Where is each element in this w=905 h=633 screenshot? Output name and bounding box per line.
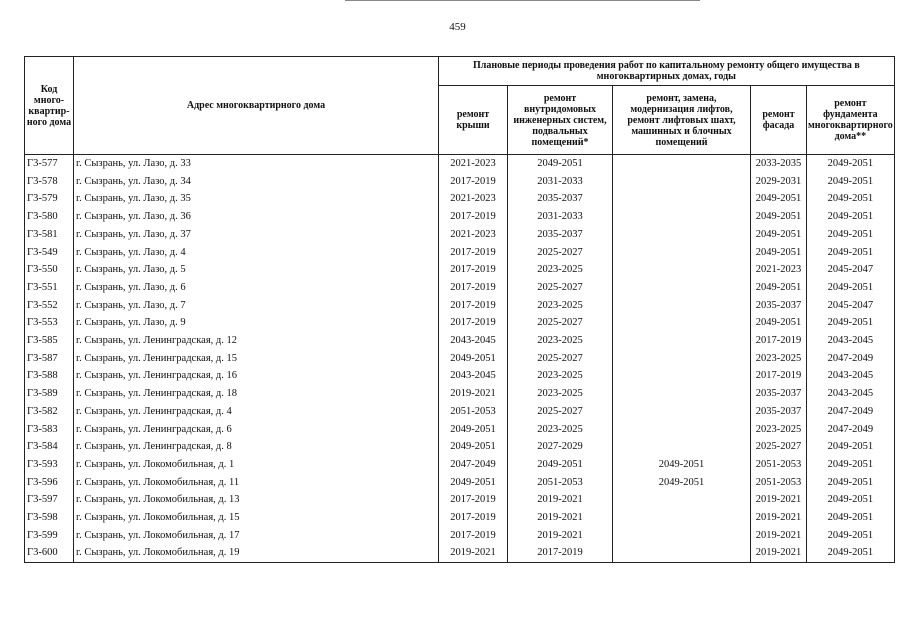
cell-code: Г3-583	[25, 421, 74, 439]
table-row	[25, 208, 895, 226]
cell-foundation: 2049-2051	[807, 544, 895, 562]
table-row	[25, 297, 895, 315]
cell-code: Г3-585	[25, 332, 74, 350]
table-row	[25, 509, 895, 527]
cell-code: Г3-553	[25, 314, 74, 332]
table-row	[25, 438, 895, 456]
cell-systems: 2023-2025	[508, 332, 613, 350]
cell-lifts	[613, 279, 751, 297]
cell-facade: 2049-2051	[751, 208, 807, 226]
cell-address: г. Сызрань, ул. Локомобильная, д. 11	[74, 474, 439, 492]
cell-foundation: 2043-2045	[807, 385, 895, 403]
cell-address: г. Сызрань, ул. Лазо, д. 33	[74, 155, 439, 173]
cell-code: Г3-582	[25, 403, 74, 421]
cell-address: г. Сызрань, ул. Лазо, д. 34	[74, 173, 439, 191]
cell-roof: 2017-2019	[439, 509, 508, 527]
cell-facade: 2049-2051	[751, 226, 807, 244]
cell-facade: 2023-2025	[751, 350, 807, 368]
cell-roof: 2051-2053	[439, 403, 508, 421]
cell-code: Г3-580	[25, 208, 74, 226]
cell-code: Г3-593	[25, 456, 74, 474]
table-row	[25, 456, 895, 474]
cell-address: г. Сызрань, ул. Ленинградская, д. 6	[74, 421, 439, 439]
cell-lifts: 2049-2051	[613, 474, 751, 492]
cell-foundation: 2049-2051	[807, 314, 895, 332]
cell-roof: 2049-2051	[439, 350, 508, 368]
cell-roof: 2021-2023	[439, 226, 508, 244]
cell-address: г. Сызрань, ул. Ленинградская, д. 12	[74, 332, 439, 350]
table-row	[25, 261, 895, 279]
cell-facade: 2049-2051	[751, 279, 807, 297]
cell-systems: 2025-2027	[508, 279, 613, 297]
cell-facade: 2029-2031	[751, 173, 807, 191]
table-row	[25, 421, 895, 439]
cell-systems: 2025-2027	[508, 244, 613, 262]
cell-facade: 2019-2021	[751, 509, 807, 527]
cell-foundation: 2045-2047	[807, 261, 895, 279]
cell-address: г. Сызрань, ул. Локомобильная, д. 15	[74, 509, 439, 527]
cell-foundation: 2045-2047	[807, 297, 895, 315]
cell-facade: 2049-2051	[751, 190, 807, 208]
cell-address: г. Сызрань, ул. Лазо, д. 37	[74, 226, 439, 244]
cell-facade: 2017-2019	[751, 332, 807, 350]
cell-foundation: 2049-2051	[807, 527, 895, 545]
table-row	[25, 350, 895, 368]
cell-facade: 2023-2025	[751, 421, 807, 439]
cell-foundation: 2049-2051	[807, 491, 895, 509]
cell-address: г. Сызрань, ул. Лазо, д. 9	[74, 314, 439, 332]
cell-lifts	[613, 332, 751, 350]
cell-address: г. Сызрань, ул. Ленинградская, д. 16	[74, 367, 439, 385]
cell-systems: 2027-2029	[508, 438, 613, 456]
cell-lifts	[613, 385, 751, 403]
cell-systems: 2031-2033	[508, 208, 613, 226]
header-foundation: ремонт фундамента многоквартирного дома**	[807, 86, 895, 155]
header-lifts: ремонт, замена, модернизация лифтов, ремонт лифтовых шахт, машинных и блочных помещений	[613, 86, 751, 155]
table-row	[25, 279, 895, 297]
cell-systems: 2031-2033	[508, 173, 613, 191]
cell-systems: 2023-2025	[508, 261, 613, 279]
header-roof: ремонт крыши	[439, 86, 508, 155]
cell-lifts	[613, 491, 751, 509]
cell-roof: 2017-2019	[439, 261, 508, 279]
cell-systems: 2025-2027	[508, 314, 613, 332]
cell-address: г. Сызрань, ул. Лазо, д. 35	[74, 190, 439, 208]
cell-facade: 2049-2051	[751, 244, 807, 262]
cell-code: Г3-599	[25, 527, 74, 545]
cell-lifts	[613, 261, 751, 279]
table-row	[25, 173, 895, 191]
cell-lifts	[613, 155, 751, 173]
cell-roof: 2049-2051	[439, 421, 508, 439]
cell-roof: 2019-2021	[439, 544, 508, 562]
cell-facade: 2035-2037	[751, 297, 807, 315]
top-rule	[345, 0, 700, 1]
cell-facade: 2019-2021	[751, 527, 807, 545]
page-number: 459	[449, 21, 466, 33]
cell-code: Г3-551	[25, 279, 74, 297]
header-systems: ремонт внутридомовых инженерных систем, подвальных помещений*	[508, 86, 613, 155]
table-row	[25, 527, 895, 545]
cell-facade: 2051-2053	[751, 456, 807, 474]
cell-address: г. Сызрань, ул. Локомобильная, д. 17	[74, 527, 439, 545]
table-body	[25, 155, 895, 563]
cell-code: Г3-550	[25, 261, 74, 279]
cell-foundation: 2049-2051	[807, 226, 895, 244]
cell-systems: 2017-2019	[508, 544, 613, 562]
cell-code: Г3-549	[25, 244, 74, 262]
cell-roof: 2021-2023	[439, 190, 508, 208]
cell-address: г. Сызрань, ул. Лазо, д. 5	[74, 261, 439, 279]
table-row	[25, 332, 895, 350]
cell-roof: 2049-2051	[439, 438, 508, 456]
cell-roof: 2017-2019	[439, 527, 508, 545]
cell-systems: 2019-2021	[508, 491, 613, 509]
cell-code: Г3-578	[25, 173, 74, 191]
cell-code: Г3-597	[25, 491, 74, 509]
table-row	[25, 403, 895, 421]
cell-lifts	[613, 350, 751, 368]
cell-systems: 2035-2037	[508, 226, 613, 244]
cell-facade: 2019-2021	[751, 544, 807, 562]
cell-code: Г3-587	[25, 350, 74, 368]
cell-systems: 2023-2025	[508, 297, 613, 315]
cell-facade: 2035-2037	[751, 403, 807, 421]
cell-address: г. Сызрань, ул. Лазо, д. 7	[74, 297, 439, 315]
cell-systems: 2019-2021	[508, 527, 613, 545]
header-code: Код много-квартир-ного дома	[25, 57, 74, 155]
cell-lifts	[613, 509, 751, 527]
table-row	[25, 190, 895, 208]
table-row	[25, 314, 895, 332]
cell-lifts	[613, 314, 751, 332]
cell-roof: 2017-2019	[439, 279, 508, 297]
cell-foundation: 2047-2049	[807, 421, 895, 439]
cell-address: г. Сызрань, ул. Лазо, д. 4	[74, 244, 439, 262]
cell-systems: 2049-2051	[508, 155, 613, 173]
cell-address: г. Сызрань, ул. Локомобильная, д. 19	[74, 544, 439, 562]
table-row	[25, 244, 895, 262]
cell-foundation: 2049-2051	[807, 438, 895, 456]
cell-roof: 2017-2019	[439, 208, 508, 226]
cell-lifts: 2049-2051	[613, 456, 751, 474]
cell-foundation: 2049-2051	[807, 279, 895, 297]
cell-address: г. Сызрань, ул. Ленинградская, д. 8	[74, 438, 439, 456]
cell-facade: 2049-2051	[751, 314, 807, 332]
cell-code: Г3-596	[25, 474, 74, 492]
cell-foundation: 2049-2051	[807, 190, 895, 208]
cell-roof: 2019-2021	[439, 385, 508, 403]
table-row	[25, 491, 895, 509]
cell-lifts	[613, 208, 751, 226]
cell-lifts	[613, 190, 751, 208]
cell-foundation: 2043-2045	[807, 367, 895, 385]
cell-systems: 2035-2037	[508, 190, 613, 208]
cell-address: г. Сызрань, ул. Локомобильная, д. 1	[74, 456, 439, 474]
cell-roof: 2017-2019	[439, 491, 508, 509]
cell-code: Г3-589	[25, 385, 74, 403]
cell-foundation: 2049-2051	[807, 474, 895, 492]
cell-facade: 2021-2023	[751, 261, 807, 279]
repair-schedule-table	[24, 56, 895, 563]
cell-code: Г3-552	[25, 297, 74, 315]
cell-facade: 2033-2035	[751, 155, 807, 173]
cell-foundation: 2043-2045	[807, 332, 895, 350]
cell-systems: 2049-2051	[508, 456, 613, 474]
table-row	[25, 474, 895, 492]
cell-lifts	[613, 244, 751, 262]
header-periods-group: Плановые периоды проведения работ по капитальному ремонту общего имущества в многоквартирных домах, годы	[439, 57, 895, 86]
cell-code: Г3-577	[25, 155, 74, 173]
cell-foundation: 2049-2051	[807, 509, 895, 527]
cell-systems: 2019-2021	[508, 509, 613, 527]
cell-lifts	[613, 421, 751, 439]
table-row	[25, 385, 895, 403]
cell-systems: 2023-2025	[508, 367, 613, 385]
cell-code: Г3-588	[25, 367, 74, 385]
cell-address: г. Сызрань, ул. Лазо, д. 36	[74, 208, 439, 226]
cell-foundation: 2049-2051	[807, 155, 895, 173]
cell-foundation: 2047-2049	[807, 403, 895, 421]
cell-lifts	[613, 544, 751, 562]
cell-roof: 2049-2051	[439, 474, 508, 492]
cell-code: Г3-581	[25, 226, 74, 244]
cell-code: Г3-579	[25, 190, 74, 208]
cell-lifts	[613, 438, 751, 456]
cell-code: Г3-598	[25, 509, 74, 527]
cell-lifts	[613, 226, 751, 244]
cell-facade: 2019-2021	[751, 491, 807, 509]
cell-roof: 2017-2019	[439, 314, 508, 332]
cell-address: г. Сызрань, ул. Ленинградская, д. 4	[74, 403, 439, 421]
cell-systems: 2023-2025	[508, 421, 613, 439]
header-facade: ремонт фасада	[751, 86, 807, 155]
cell-foundation: 2049-2051	[807, 244, 895, 262]
cell-address: г. Сызрань, ул. Лазо, д. 6	[74, 279, 439, 297]
cell-code: Г3-584	[25, 438, 74, 456]
cell-lifts	[613, 367, 751, 385]
cell-address: г. Сызрань, ул. Локомобильная, д. 13	[74, 491, 439, 509]
cell-roof: 2043-2045	[439, 332, 508, 350]
cell-roof: 2017-2019	[439, 297, 508, 315]
table-row	[25, 155, 895, 173]
cell-facade: 2017-2019	[751, 367, 807, 385]
cell-roof: 2021-2023	[439, 155, 508, 173]
cell-foundation: 2049-2051	[807, 208, 895, 226]
table-row	[25, 226, 895, 244]
cell-address: г. Сызрань, ул. Ленинградская, д. 15	[74, 350, 439, 368]
cell-lifts	[613, 297, 751, 315]
cell-foundation: 2047-2049	[807, 350, 895, 368]
cell-lifts	[613, 173, 751, 191]
cell-roof: 2047-2049	[439, 456, 508, 474]
cell-foundation: 2049-2051	[807, 456, 895, 474]
cell-foundation: 2049-2051	[807, 173, 895, 191]
cell-facade: 2035-2037	[751, 385, 807, 403]
cell-roof: 2017-2019	[439, 244, 508, 262]
cell-systems: 2023-2025	[508, 385, 613, 403]
cell-facade: 2051-2053	[751, 474, 807, 492]
cell-lifts	[613, 527, 751, 545]
cell-roof: 2017-2019	[439, 173, 508, 191]
cell-address: г. Сызрань, ул. Ленинградская, д. 18	[74, 385, 439, 403]
cell-systems: 2025-2027	[508, 350, 613, 368]
cell-code: Г3-600	[25, 544, 74, 562]
table-row	[25, 544, 895, 562]
cell-lifts	[613, 403, 751, 421]
cell-systems: 2051-2053	[508, 474, 613, 492]
cell-facade: 2025-2027	[751, 438, 807, 456]
table-row	[25, 367, 895, 385]
cell-systems: 2025-2027	[508, 403, 613, 421]
header-address: Адрес многоквартирного дома	[74, 57, 439, 155]
cell-roof: 2043-2045	[439, 367, 508, 385]
